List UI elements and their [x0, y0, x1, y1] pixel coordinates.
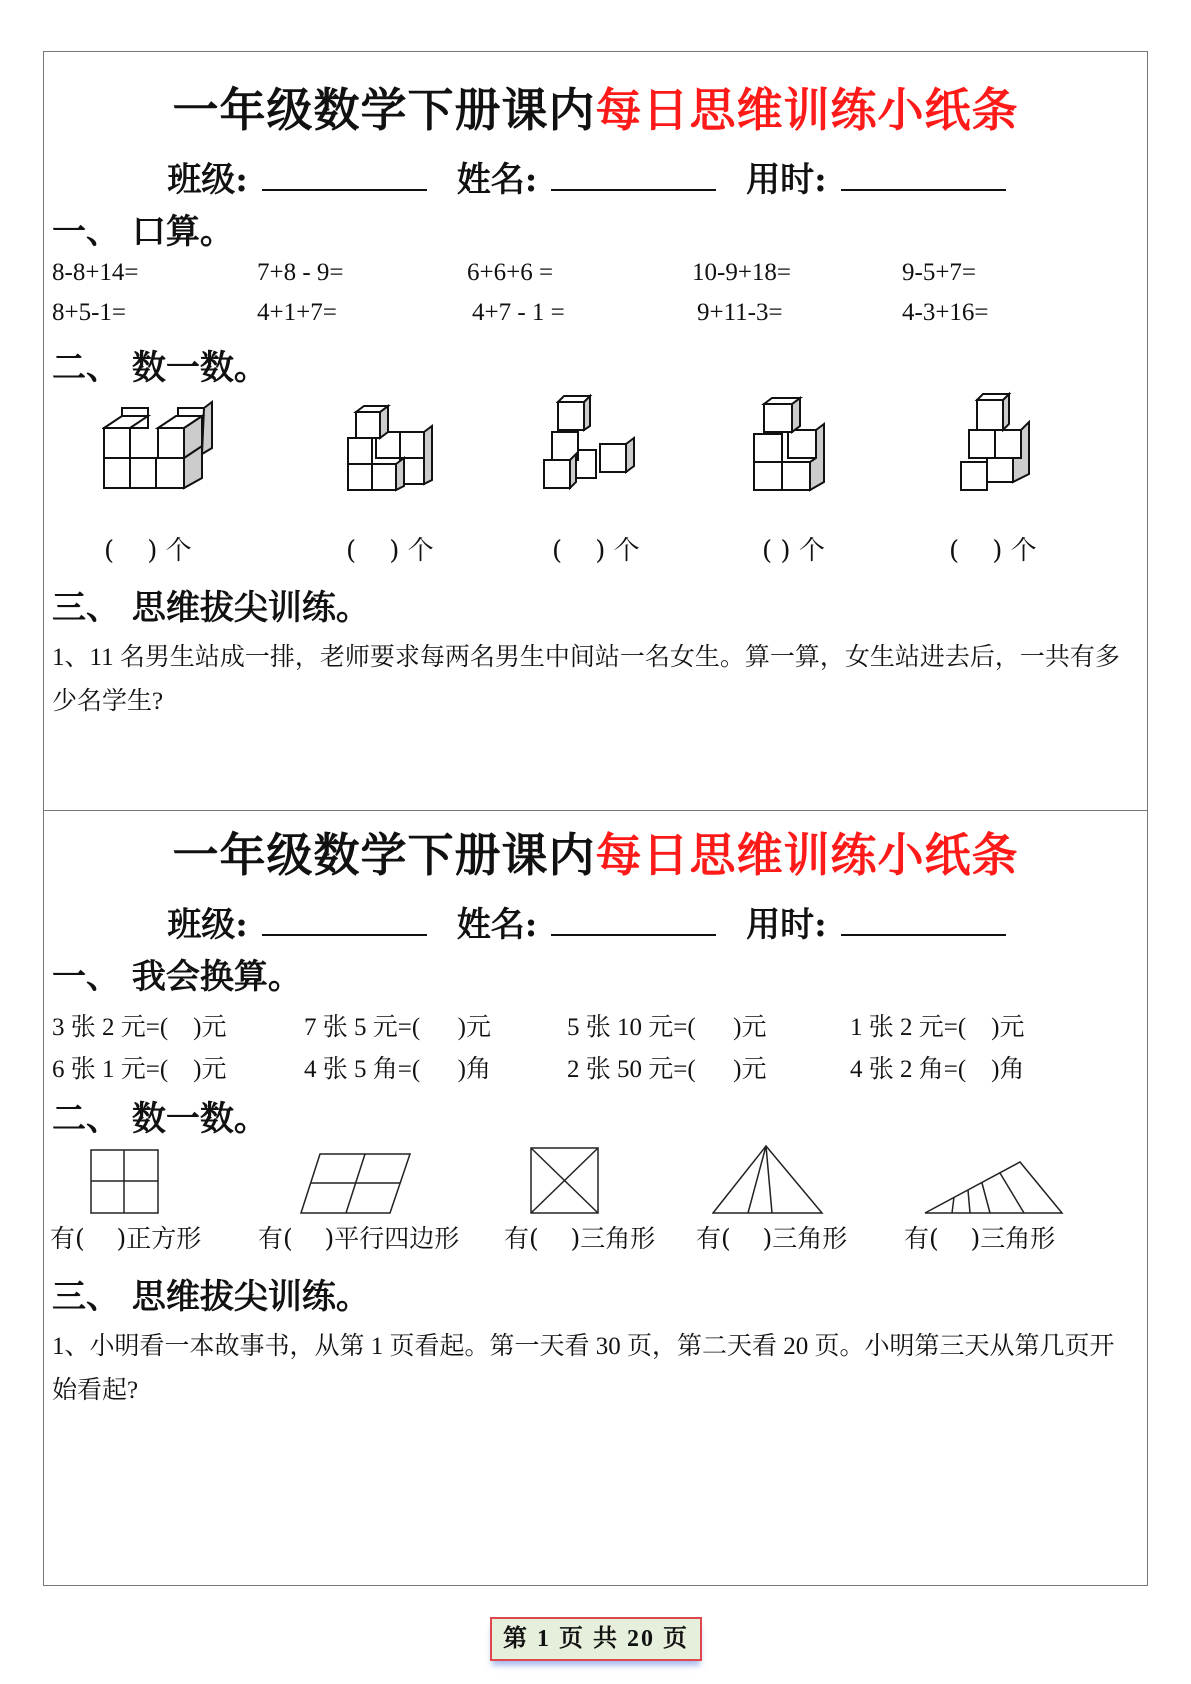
math-problem: 4+7 - 1 = [472, 299, 565, 326]
math-problem: 6+6+6 = [467, 259, 554, 286]
cube-stack-figure-4 [752, 390, 842, 500]
math-problem: 9+11-3= [697, 299, 783, 326]
math-problem: 9-5+7= [902, 259, 977, 286]
cube-stack-figure-5 [959, 386, 1049, 500]
student-info-row [44, 897, 1147, 946]
conversion-problem: 5 张 10 元=( )元 [567, 1014, 767, 1041]
section-heading-challenge: 三、 思维拔尖训练。 [52, 1277, 370, 1317]
shape-answer-5[interactable]: 有( )三角形 [904, 1224, 1056, 1253]
section-heading-count-cubes: 二、 数一数。 [52, 348, 268, 388]
cube-stack-figure-1 [102, 400, 232, 500]
conversion-problem: 3 张 2 元=( )元 [52, 1014, 227, 1041]
math-problem: 7+8 - 9= [257, 259, 344, 286]
section-heading-mental-math: 一、 口算。 [52, 212, 234, 252]
cube-stack-figure-3 [542, 388, 642, 500]
shape-answer-2[interactable]: 有( )平行四边形 [258, 1224, 460, 1253]
name-label: 姓名: [456, 160, 538, 200]
math-problem: 8+5-1= [52, 299, 127, 326]
section-heading-conversion: 一、 我会换算。 [52, 957, 302, 997]
page-indicator: 第 1 页 共 20 页 [490, 1617, 702, 1661]
title-main: 一年级数学下册课内 [172, 83, 596, 137]
worksheet-title [44, 74, 1147, 140]
title-main: 一年级数学下册课内 [172, 828, 596, 882]
slanted-triangle-figure [924, 1161, 1064, 1215]
challenge-question: 1、小明看一本故事书，从第 1 页看起。第一天看 30 页，第二天看 20 页。小明第三天从第几页开始看起? [52, 1333, 1115, 1404]
class-blank[interactable] [262, 908, 427, 936]
shape-answer-3[interactable]: 有( )三角形 [504, 1224, 656, 1253]
math-problem: 4-3+16= [902, 299, 989, 326]
section-heading-challenge: 三、 思维拔尖训练。 [52, 588, 370, 628]
worksheet-1 [43, 51, 1148, 811]
conversion-problem: 4 张 5 角=( )角 [304, 1056, 491, 1083]
cube-answer-5[interactable]: ( ) 个 [949, 536, 1037, 566]
shape-answer-4[interactable]: 有( )三角形 [696, 1224, 848, 1253]
time-blank[interactable] [841, 908, 1006, 936]
crossed-square-figure [530, 1147, 600, 1215]
name-blank[interactable] [551, 163, 716, 191]
shape-answer-1[interactable]: 有( )正方形 [50, 1224, 202, 1253]
time-label: 用时: [746, 905, 827, 945]
parallelogram-grid-figure [300, 1153, 412, 1215]
title-highlight: 每日思维训练小纸条 [595, 828, 1019, 882]
cube-answer-3[interactable]: ( ) 个 [552, 536, 640, 566]
triangle-fan-figure [712, 1145, 824, 1215]
math-problem: 4+1+7= [257, 299, 337, 326]
conversion-problem: 4 张 2 角=( )角 [850, 1056, 1025, 1083]
conversion-problem: 1 张 2 元=( )元 [850, 1014, 1025, 1041]
time-label: 用时: [746, 160, 827, 200]
math-problem: 10-9+18= [692, 259, 792, 286]
challenge-question: 1、11 名男生站成一排，老师要求每两名男生中间站一名女生。算一算，女生站进去后，一共有多少名学生? [52, 644, 1120, 715]
worksheet-title [44, 819, 1147, 885]
cube-answer-1[interactable]: ( ) 个 [104, 536, 192, 566]
conversion-problem: 6 张 1 元=( )元 [52, 1056, 227, 1083]
square-grid-figure [90, 1149, 160, 1215]
name-label: 姓名: [456, 905, 538, 945]
name-blank[interactable] [551, 908, 716, 936]
conversion-problem: 7 张 5 元=( )元 [304, 1014, 491, 1041]
class-label: 班级: [167, 160, 248, 200]
worksheet-2 [43, 810, 1148, 1586]
class-label: 班级: [167, 905, 248, 945]
cube-answer-2[interactable]: ( ) 个 [346, 536, 434, 566]
math-problem: 8-8+14= [52, 259, 139, 286]
conversion-problem: 2 张 50 元=( )元 [567, 1056, 767, 1083]
title-highlight: 每日思维训练小纸条 [595, 83, 1019, 137]
class-blank[interactable] [262, 163, 427, 191]
section-heading-count-shapes: 二、 数一数。 [52, 1099, 268, 1139]
student-info-row [44, 152, 1147, 201]
cube-answer-4[interactable]: ( ) 个 [762, 536, 825, 566]
time-blank[interactable] [841, 163, 1006, 191]
cube-stack-figure-2 [346, 402, 446, 500]
